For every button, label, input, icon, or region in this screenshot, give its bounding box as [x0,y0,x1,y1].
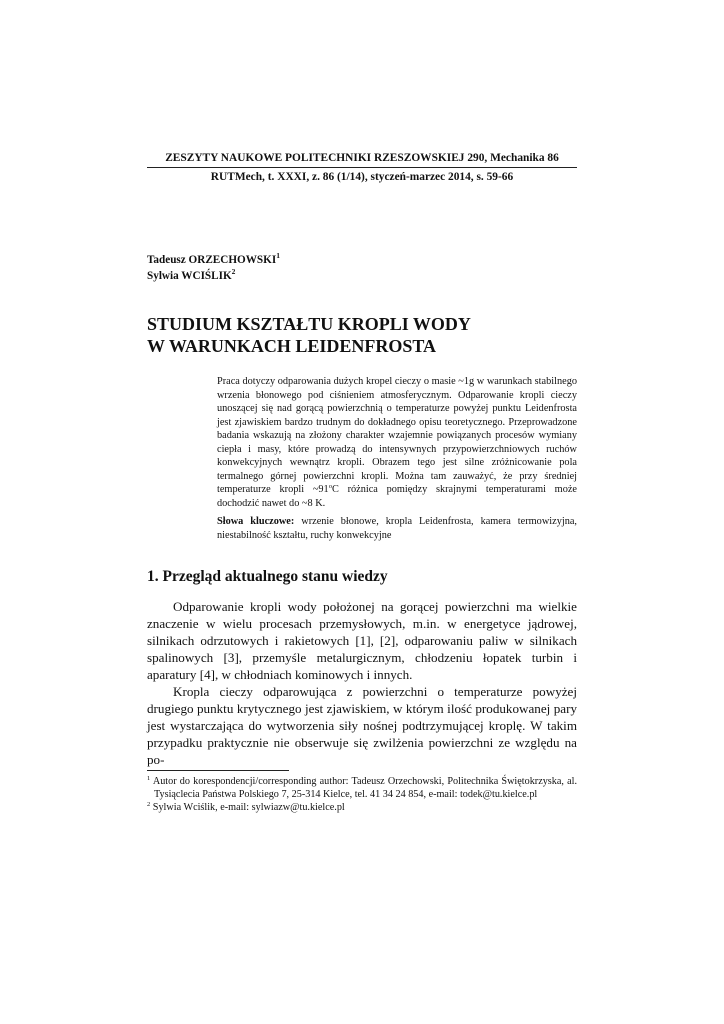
journal-header-line2: RUTMech, t. XXXI, z. 86 (1/14), styczeń-marzec 2014, s. 59-66 [210,171,514,183]
author-2-footnote-mark: 2 [231,267,236,276]
author-1-footnote-mark: 1 [276,251,280,260]
footnote-1: $^1$ Autor do korespondencji/corresponding author: Tadeusz Orzechowski, Politechnika Świętokrzyska, al. Tysiąclecia Państwa Polskiego 7, 25-314 Kielce, tel. 41 34 24 854, e-mail: todek@tu.kielce.pl [147,775,577,801]
footnote-rule [147,770,289,771]
footnotes [147,775,577,815]
keywords-label: Słowa kluczowe: [217,516,295,527]
author-2: Sylwia WCIŚLIK$^2$ [147,267,236,282]
author-list [147,252,280,284]
paragraph-2: Kropla cieczy odparowująca z powierzchni o temperaturze powyżej drugiego punktu krytycznego jest zjawiskiem, w którym ilość produkowanej pary jest wystarczająca do wytworzenia siły nośnej podtrzymującej kroplę. W takim przypadku praktycznie nie obserwuje się zwilżenia powierzchni ze względu na po- [147,684,577,767]
footnote-2: $^2$ Sylwia Wciślik, e-mail: sylwiazw@tu.kielce.pl [147,801,345,814]
keywords [217,515,577,542]
journal-header-line1: ZESZYTY NAUKOWE POLITECHNIKI RZESZOWSKIEJ 290, Mechanika 86 [165,152,559,164]
abstract: Praca dotyczy odparowania dużych kropel cieczy o masie ~1g w warunkach stabilnego wrzenia błonowego pod ciśnieniem atmosferycznym. Odparowanie kropli cieczy unoszącej się nad gorącą powierzchnią o temperaturze powyżej punktu Leidenfrosta jest zjawiskiem bardzo trudnym do dokładnego opisu teoretycznego. Przeprowadzone badania wskazują na złożony charakter wzajemnie powiązanych procesów wymiany ciepła i masy, które prowadzą do intensywnych przypowierzchniowych ruchów konwekcyjnych wewnątrz kropli. Obrazem tego jest silne zróżnicowanie pola termalnego górnej powierzchni kropli. Można tam zauważyć, że przy średniej temperaturze kropli ~91$^o$C różnica pomiędzy skrajnymi temperaturami może dochodzić nawet do ~8 K. [217,376,577,509]
degree-mark: o [328,483,332,490]
section-body [147,598,577,768]
paragraph-1: Odparowanie kropli wody położonej na gorącej powierzchni ma wielkie znaczenie w wielu procesach przemysłowych, m.in. w energetyce jądrowej, silnikach odrzutowych i rakietowych [1], [2], odparowaniu paliw w silnikach spalinowych [3], przemyśle metalurgicznym, chłodzeniu łopatek turbin i aparatury [4], w chłodniach kominowych i innych. [147,599,577,682]
paper-title [147,313,577,357]
header-rule [147,167,577,168]
title-line2: W WARUNKACH LEIDENFROSTA [147,336,437,356]
author-1: Tadeusz ORZECHOWSKI$^1$ [147,251,280,266]
title-line1: STUDIUM KSZTAŁTU KROPLI WODY [147,314,471,334]
keywords-text: wrzenie błonowe, kropla Leidenfrosta, kamera termowizyjna, niestabilność kształtu, ruchy konwekcyjne [217,516,577,541]
section-heading: 1. Przegląd aktualnego stanu wiedzy [147,568,388,585]
